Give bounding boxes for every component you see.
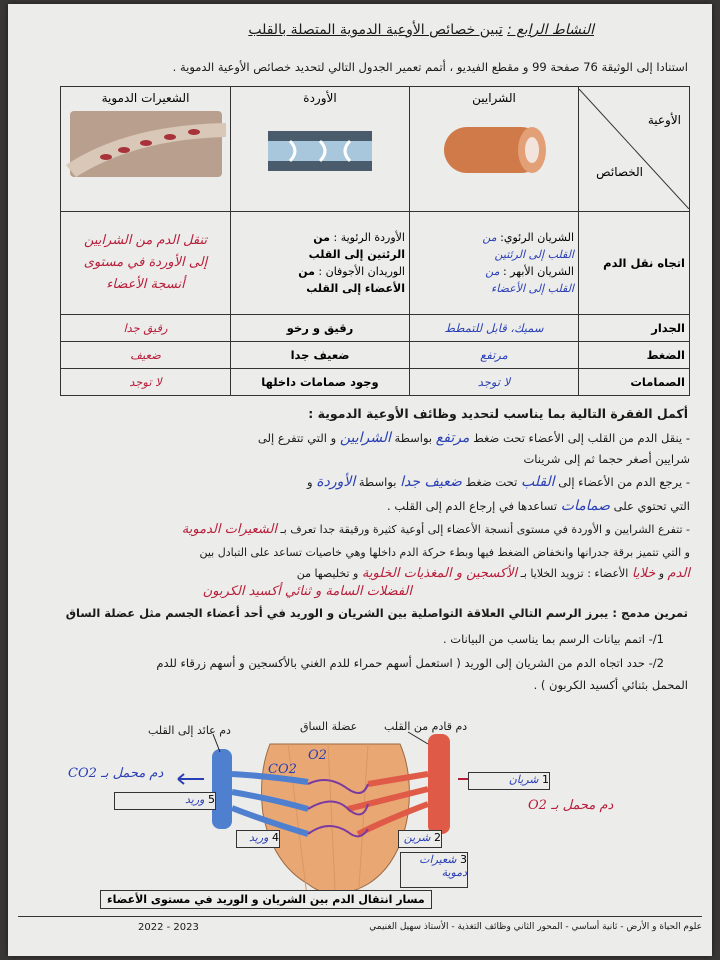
instruction-text: استنادا إلى الوثيقة 76 صفحة 99 و مقطع الفيديو ، أتمم تعمير الجدول التالي لتحديد خصائص الأوعية الدموية . [172, 60, 688, 74]
footer-right: علوم الحياة و الأرض - ثانية أساسي - المحور الثاني وظائف التغذية - الأستاذ سهيل الغنيمي [369, 922, 702, 932]
col-veins [231, 87, 410, 212]
col-capillaries-label: الشعيرات الدموية [101, 91, 190, 105]
label-3 [400, 852, 468, 888]
vein-image [260, 105, 380, 183]
para-l3-hand-1: القلب [520, 474, 555, 490]
cell-art-wall: سميك، قابل للتمطط [410, 315, 579, 342]
para-l4-hand: صمامات [560, 498, 610, 514]
para-line-1 [50, 430, 690, 446]
muscle-label: عضلة الساق [300, 720, 358, 733]
label-4 [236, 830, 280, 848]
col-veins-label: الأوردة [303, 91, 337, 105]
para-l3-b: تحت ضغط [465, 475, 518, 489]
para-line-5 [50, 522, 690, 537]
label-1 [468, 772, 550, 790]
corner-vessels-label: الأوعية [647, 113, 681, 127]
cell-cap-direction [61, 212, 231, 315]
exercise-q2-b: المحمل بثنائي أكسيد الكربون ) . [533, 678, 688, 692]
para-line-6: و التي تتميز برقة جدرانها وانخفاض الضغط فيها وبطء حركة الدم داخلها وهي خاصيات تساعد على التبادل بين [199, 546, 690, 559]
capillary-image [66, 105, 226, 183]
para-l7-hand-1: الدم [667, 566, 690, 581]
cell-art-direction [410, 212, 579, 315]
art-pulm-label: الشريان الرئوي: [496, 231, 574, 244]
para-l3-a: - يرجع الدم من الأعضاء إلى [558, 475, 690, 489]
para-l1-hand-1: مرتفع [435, 430, 470, 446]
para-line-3 [50, 474, 690, 490]
label-2 [398, 830, 442, 848]
vein-cava-hand-a: من [298, 265, 315, 278]
worksheet-page [8, 4, 712, 956]
vein-pulm-hand-b: الرئتين إلى القلب [308, 248, 405, 261]
cell-vein-pressure: ضعيف جدا [231, 342, 410, 369]
hand-right-o2: دم محمل بـ O2 [528, 798, 614, 813]
label-4-number: 4 [272, 831, 279, 844]
corner-properties-label: الخصائص [596, 165, 643, 179]
diagonal-divider [579, 89, 689, 209]
title-prefix: النشاط الرابع : [507, 22, 594, 38]
cell-vein-valves: وجود صمامات داخلها [231, 369, 410, 396]
art-aorta-label: الشريان الأبهر : [499, 265, 574, 278]
exercise-heading: تمرين مدمج : يبرز الرسم التالي العلاقة التواصلية بين الشريان و الوريد في أحد أعضاء الجسم مثل عضلة الساق [65, 606, 688, 620]
col-capillaries [61, 87, 231, 212]
hand-co2: CO2 [268, 762, 297, 777]
para-l4-a: التي تحتوي على [613, 499, 690, 513]
row-direction-label: اتجاه نقل الدم [579, 212, 690, 315]
art-aorta-hand-b: القلب إلى الأعضاء [491, 282, 574, 295]
para-l5-hand: الشعيرات الدموية [181, 522, 277, 537]
label-1-number: 1 [542, 773, 549, 786]
row-valves-label: الصمامات [579, 369, 690, 396]
para-l7-c: و تخليصها من [296, 567, 359, 580]
artery-image [434, 105, 554, 183]
cell-vein-wall: رقيق و رخو [231, 315, 410, 342]
hand-left-co2: دم محمل بـ CO2 [68, 766, 164, 781]
label-5-hand: وريد [185, 793, 205, 806]
table-corner-cell [579, 87, 690, 212]
cell-cap-valves: لا توجد [61, 369, 231, 396]
para-l3-hand-3: الأوردة [316, 474, 356, 490]
cell-art-valves: لا توجد [410, 369, 579, 396]
label-2-number: 2 [434, 831, 441, 844]
label-5-number: 5 [208, 793, 215, 806]
footer-rule [18, 916, 702, 917]
blood-in-label: دم قادم من القلب [384, 720, 468, 733]
label-1-hand: شريان [508, 773, 539, 786]
para-l4-b: تساعدها في إرجاع الدم إلى القلب . [387, 499, 558, 513]
label-4-hand: وريد [249, 831, 269, 844]
para-l1-a: - ينقل الدم من القلب إلى الأعضاء تحت ضغط [473, 431, 690, 445]
para-l5-a: - تتفرع الشرايين و الأوردة في مستوى أنسجة الأعضاء إلى أوعية كثيرة ورقيقة جدا تعرف بـ [280, 523, 690, 536]
cap-dir-line-1: تنقل الدم من الشرايين [83, 233, 208, 248]
para-l7-a: و [658, 567, 665, 580]
vein-cava-hand-b: الأعضاء إلى القلب [306, 282, 405, 295]
vein-pulm-label: الأوردة الرئوية : [330, 231, 405, 244]
col-arteries [410, 87, 579, 212]
para-l7-hand-2: خلايا [631, 566, 656, 581]
hand-o2: O2 [308, 748, 327, 763]
art-aorta-hand-a: من [485, 265, 500, 278]
diagram-caption: مسار انتقال الدم بين الشريان و الوريد في مستوى الأعضاء [100, 890, 432, 909]
cap-dir-line-2: إلى الأوردة في مستوى [83, 255, 208, 270]
activity-title [248, 22, 594, 38]
para-l3-c: بواسطة [358, 475, 397, 489]
cell-cap-wall: رقيق جدا [61, 315, 231, 342]
exercise-q1: 1/- اتمم بيانات الرسم بما يناسب من البيانات . [442, 632, 664, 646]
exercise-q2-a: 2/- حدد اتجاه الدم من الشريان إلى الوريد ( استعمل أسهم حمراء للدم الغني بالأكسجين و أسهم زرقاء للدم [156, 656, 664, 670]
para-line-2: شرايين أصغر حجما ثم إلى شرينات [523, 452, 690, 466]
label-2-hand: شرين [403, 831, 431, 844]
paragraph-heading: أكمل الفقرة التالية بما يناسب لتحديد وظائف الأوعية الدموية : [308, 406, 688, 421]
label-3-hand-b: دموية [441, 866, 467, 879]
para-l1-b: بواسطة [394, 431, 433, 445]
vein-cava-label: الوريدان الأجوفان : [314, 265, 405, 278]
para-l7-hand-3: الأكسجين و المغذيات الخلوية [361, 566, 518, 581]
para-line-7 [50, 566, 690, 581]
col-arteries-label: الشرايين [472, 91, 516, 105]
para-l3-hand-2: ضعيف جدا [400, 474, 462, 490]
row-wall-label: الجدار [579, 315, 690, 342]
label-3-number: 3 [460, 853, 467, 866]
vessels-table [60, 86, 690, 396]
art-pulm-hand-b: القلب إلى الرئتين [494, 248, 574, 261]
vein-pulm-hand-a: من [313, 231, 330, 244]
row-pressure-label: الضغط [579, 342, 690, 369]
cell-vein-direction [231, 212, 410, 315]
blood-out-label: دم عائد إلى القلب [148, 724, 231, 737]
para-line-4 [50, 498, 690, 514]
label-5 [114, 792, 216, 810]
title-main: تبين خصائص الأوعية الدموية المتصلة بالقلب [248, 22, 503, 38]
label-3-hand-a: شعيرات [419, 853, 457, 866]
cap-dir-line-3: أنسجة الأعضاء [106, 277, 185, 292]
art-pulm-hand-a: من [482, 231, 497, 244]
para-l7-b: الأعضاء : تزويد الخلايا بـ [520, 567, 629, 580]
para-line-8: الفضلات السامة و ثنائي أكسيد الكربون [202, 584, 412, 599]
cell-art-pressure: مرتفع [410, 342, 579, 369]
para-l1-hand-2: الشرايين [339, 430, 391, 446]
cell-cap-pressure: ضعيف [61, 342, 231, 369]
para-l3-d: و [307, 475, 313, 489]
para-l1-c: و التي تتفرع إلى [257, 431, 337, 445]
footer-left: 2022 - 2023 [138, 922, 199, 933]
